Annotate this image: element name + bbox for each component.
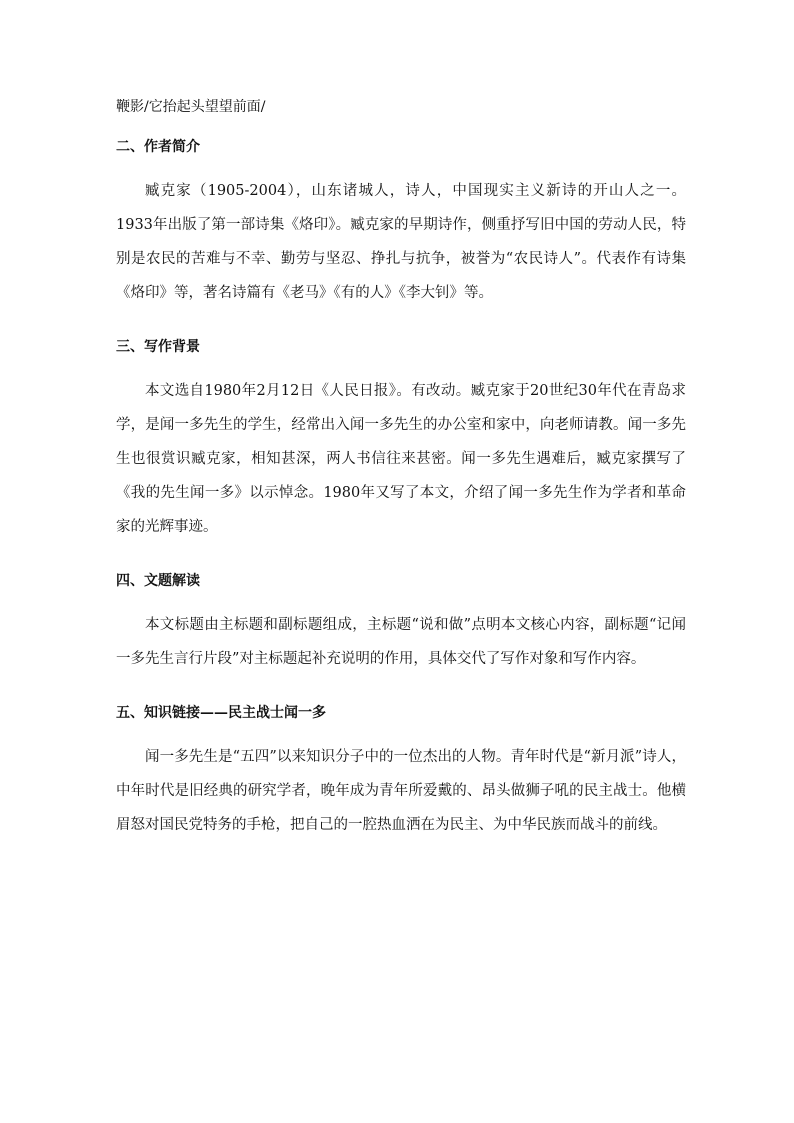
section-paragraph: 臧克家（1905-2004），山东诸城人，诗人，中国现实主义新诗的开山人之一。1933年出版了第一部诗集《烙印》。臧克家的早期诗作，侧重抒写旧中国的劳动人民，特别是农民的苦难与不幸、勤劳与坚忍、挣扎与抗争，被誉为“农民诗人”。代表作有诗集《烙印》等，著名诗篇有《老马》《有的人》《李大钊》等。 (116, 183, 686, 301)
section-heading: 三、写作背景 (116, 339, 200, 355)
intro-line: 鞭影/它抬起头望望前面/ (116, 99, 266, 115)
section-paragraph: 闻一多先生是“五四”以来知识分子中的一位杰出的人物。青年时代是“新月派”诗人，中年时代是旧经典的研究学者，晚年成为青年所爱戴的、昂头做狮子吼的民主战士。他横眉怒对国民党特务的手枪，把自己的一腔热血洒在为民主、为中华民族而战斗的前线。 (116, 749, 686, 833)
section-title-interpretation (116, 570, 686, 676)
section-heading: 四、文题解读 (116, 573, 200, 589)
section-heading: 二、作者简介 (116, 139, 200, 155)
section-writing-background (116, 336, 686, 544)
section-paragraph: 本文标题由主标题和副标题组成，主标题“说和做”点明本文核心内容，副标题“记闻一多先生言行片段”对主标题起补充说明的作用，具体交代了写作对象和写作内容。 (116, 617, 686, 667)
document-page (116, 96, 686, 842)
section-heading: 五、知识链接——民主战士闻一多 (116, 705, 326, 721)
section-knowledge-link (116, 702, 686, 842)
section-author-intro (116, 136, 686, 310)
section-paragraph: 本文选自1980年2月12日《人民日报》。有改动。臧克家于20世纪30年代在青岛求学，是闻一多先生的学生，经常出入闻一多先生的办公室和家中，向老师请教。闻一多先生也很赏识臧克家，相知甚深，两人书信往来甚密。闻一多先生遇难后，臧克家撰写了《我的先生闻一多》以示悼念。1980年又写了本文，介绍了闻一多先生作为学者和革命家的光辉事迹。 (116, 383, 686, 535)
